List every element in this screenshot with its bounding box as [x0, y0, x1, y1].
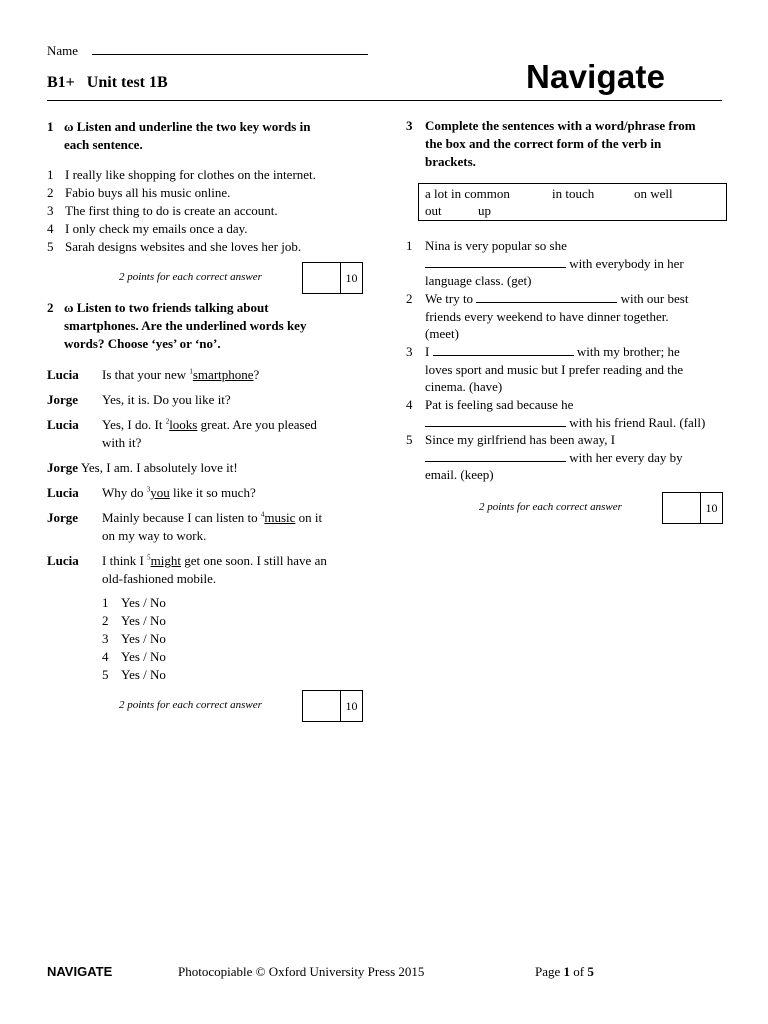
score-entry[interactable] [303, 263, 341, 293]
answer-blank[interactable] [433, 343, 574, 356]
item-number: 3 [406, 344, 413, 359]
dialogue-text: on it [295, 510, 323, 525]
footer-copyright: Photocopiable © Oxford University Press 2015 [178, 964, 425, 979]
dialogue-line [102, 416, 358, 452]
item-text: Since my girlfriend has been away, I [425, 432, 616, 447]
section1-instruction-line2: each sentence. [64, 137, 143, 152]
yes-no-choice[interactable]: Yes / No [121, 667, 166, 682]
item-number: 5 [47, 239, 54, 254]
dialogue-line [102, 366, 358, 384]
box-word: out [425, 203, 442, 218]
item-text: with my brother; he [576, 344, 680, 359]
dialogue-line [102, 552, 358, 588]
item-text: (meet) [425, 326, 459, 342]
answer-item[interactable] [102, 630, 166, 648]
item-text: with his friend Raul. (fall) [569, 414, 706, 430]
dialogue-text: with it? [102, 435, 142, 450]
speaker: Lucia [47, 553, 79, 568]
navigate-logo: Navigate [526, 58, 666, 95]
section3-instruction-line3: brackets. [425, 154, 476, 169]
underlined-word: looks [169, 417, 198, 432]
section3-instruction-line2: the box and the correct form of the verb in [425, 136, 662, 151]
section3-score-box [662, 492, 723, 524]
section3-instruction [425, 117, 696, 171]
section1-heading [47, 118, 367, 154]
item-text: with her every day by [569, 449, 683, 465]
answer-number: 3 [102, 631, 109, 646]
item-text: The first thing to do is create an account. [65, 203, 278, 218]
yes-no-choice[interactable]: Yes / No [121, 631, 166, 646]
item-number: 1 [406, 238, 413, 253]
item-text: language class. (get) [425, 273, 532, 289]
answer-number: 4 [102, 649, 109, 664]
item-number: 4 [47, 221, 54, 236]
box-word: a lot in common [425, 186, 510, 201]
list-item [425, 396, 725, 431]
score-max: 10 [345, 698, 358, 713]
dialogue-line [102, 484, 358, 502]
unit-title: Unit test 1B [86, 74, 168, 91]
answer-item[interactable] [102, 666, 166, 684]
dialogue-text: Yes, I do. It [102, 417, 166, 432]
section2-instruction-line3: words? Choose ‘yes’ or ‘no’. [64, 336, 221, 351]
header-divider [47, 100, 722, 101]
item-text: with our best [620, 291, 689, 306]
dialogue-text: Yes, I am. I absolutely love it! [80, 460, 238, 475]
dialogue-text: great. Are you pleased [197, 417, 317, 432]
dialogue-line [47, 459, 238, 477]
item-text: We try to [425, 291, 474, 306]
score-entry[interactable] [303, 691, 341, 721]
section2-points-text: 2 points for each correct answer [119, 699, 262, 711]
audio-icon: ω [64, 300, 74, 315]
underlined-word: you [150, 485, 170, 500]
speaker: Jorge [47, 510, 79, 525]
dialogue-text: on my way to work. [102, 528, 207, 543]
name-label: Name [47, 43, 79, 58]
level-row [47, 74, 168, 92]
list-item [425, 237, 725, 290]
answer-blank[interactable] [425, 255, 566, 268]
page-of: of [570, 964, 588, 979]
score-entry[interactable] [663, 493, 701, 523]
item-number: 3 [47, 203, 54, 218]
section3-heading [406, 117, 726, 171]
speaker: Jorge [47, 392, 79, 407]
item-text: loves sport and music but I prefer reading and the [425, 361, 684, 377]
item-number: 1 [47, 167, 54, 182]
item-text: cinema. (have) [425, 379, 503, 395]
section3-instruction-line1: Complete the sentences with a word/phrase from [425, 118, 696, 133]
section3-points-text: 2 points for each correct answer [479, 501, 622, 513]
underlined-word: music [264, 510, 296, 525]
section3-number: 3 [406, 118, 413, 133]
yes-no-choice[interactable]: Yes / No [121, 595, 166, 610]
item-text: I really like shopping for clothes on the internet. [65, 167, 316, 182]
answer-blank[interactable] [476, 290, 617, 303]
answer-number: 5 [102, 667, 109, 682]
audio-icon: ω [64, 119, 74, 134]
section2-score-box [302, 690, 363, 722]
level-label: B1+ [47, 74, 75, 91]
item-text: friends every weekend to have dinner together. [425, 308, 669, 324]
answer-item[interactable] [102, 612, 166, 630]
underlined-word: might [150, 553, 181, 568]
dialogue-line [102, 509, 358, 545]
item-text: Pat is feeling sad because he [425, 397, 574, 412]
page-total: 5 [587, 964, 594, 979]
speaker: Lucia [47, 417, 79, 432]
answer-number: 2 [102, 613, 109, 628]
dialogue-line: Yes, it is. Do you like it? [102, 392, 231, 407]
gap-number: 1 [189, 367, 193, 376]
dialogue-text: Why do [102, 485, 147, 500]
yes-no-choice[interactable]: Yes / No [121, 649, 166, 664]
item-number: 5 [406, 432, 413, 447]
answer-item[interactable] [102, 648, 166, 666]
page-number: 1 [563, 964, 571, 979]
section2-instruction-line1: Listen to two friends talking about [76, 300, 269, 315]
word-box [418, 183, 727, 221]
item-text: I only check my emails once a day. [65, 221, 248, 236]
gap-number: 2 [165, 417, 170, 426]
dialogue-text: Is that your new [102, 367, 190, 382]
name-row [47, 42, 368, 59]
gap-number: 5 [147, 553, 151, 562]
section2-instruction-line2: smartphones. Are the underlined words key [64, 318, 307, 333]
answer-blank[interactable] [425, 449, 566, 462]
section2-heading [47, 299, 367, 353]
dialogue-text: old-fashioned mobile. [102, 571, 217, 586]
box-word: on well [634, 186, 673, 201]
score-max: 10 [345, 270, 358, 285]
dialogue [47, 366, 367, 586]
underlined-word: smartphone [192, 367, 254, 382]
item-text: email. (keep) [425, 467, 494, 483]
name-field[interactable] [92, 42, 368, 55]
answer-number: 1 [102, 595, 109, 610]
footer-brand: NAVIGATE [47, 964, 113, 979]
box-word: in touch [552, 186, 595, 201]
section1-instruction-line1: Listen and underline the two key words in [76, 119, 311, 134]
answer-blank[interactable] [425, 414, 566, 427]
section1-score-box [302, 262, 363, 294]
list-item [425, 290, 725, 343]
page-indicator [535, 964, 594, 980]
gap-number: 4 [260, 510, 265, 519]
section2-instruction [64, 299, 306, 353]
dialogue-text: ? [253, 367, 260, 382]
section2-number: 2 [47, 300, 54, 315]
item-number: 2 [47, 185, 54, 200]
page-prefix: Page [535, 964, 564, 979]
dialogue-text: get one soon. I still have an [180, 553, 327, 568]
answer-list [102, 594, 222, 686]
dialogue-text: I think I [102, 553, 148, 568]
item-number: 4 [406, 397, 413, 412]
answer-item[interactable] [102, 594, 166, 612]
item-text: Sarah designs websites and she loves her job. [65, 239, 302, 254]
item-text: I [425, 344, 430, 359]
item-text: with everybody in her [569, 255, 684, 271]
speaker: Lucia [47, 485, 79, 500]
score-max: 10 [705, 500, 718, 515]
item-text: Fabio buys all his music online. [65, 185, 231, 200]
section1-instruction [64, 118, 310, 154]
speaker: Jorge [47, 460, 79, 475]
dialogue-text: Mainly because I can listen to [102, 510, 261, 525]
speaker: Lucia [47, 367, 79, 382]
dialogue-text: like it so much? [169, 485, 256, 500]
section1-number: 1 [47, 119, 54, 134]
gap-number: 3 [146, 485, 151, 494]
list-item [425, 343, 725, 396]
item-text: Nina is very popular so she [425, 238, 567, 253]
section3-items [406, 237, 726, 487]
list-item [425, 431, 725, 484]
yes-no-choice[interactable]: Yes / No [121, 613, 166, 628]
item-number: 2 [406, 291, 413, 306]
box-word: up [478, 203, 491, 218]
section1-points-text: 2 points for each correct answer [119, 271, 262, 283]
